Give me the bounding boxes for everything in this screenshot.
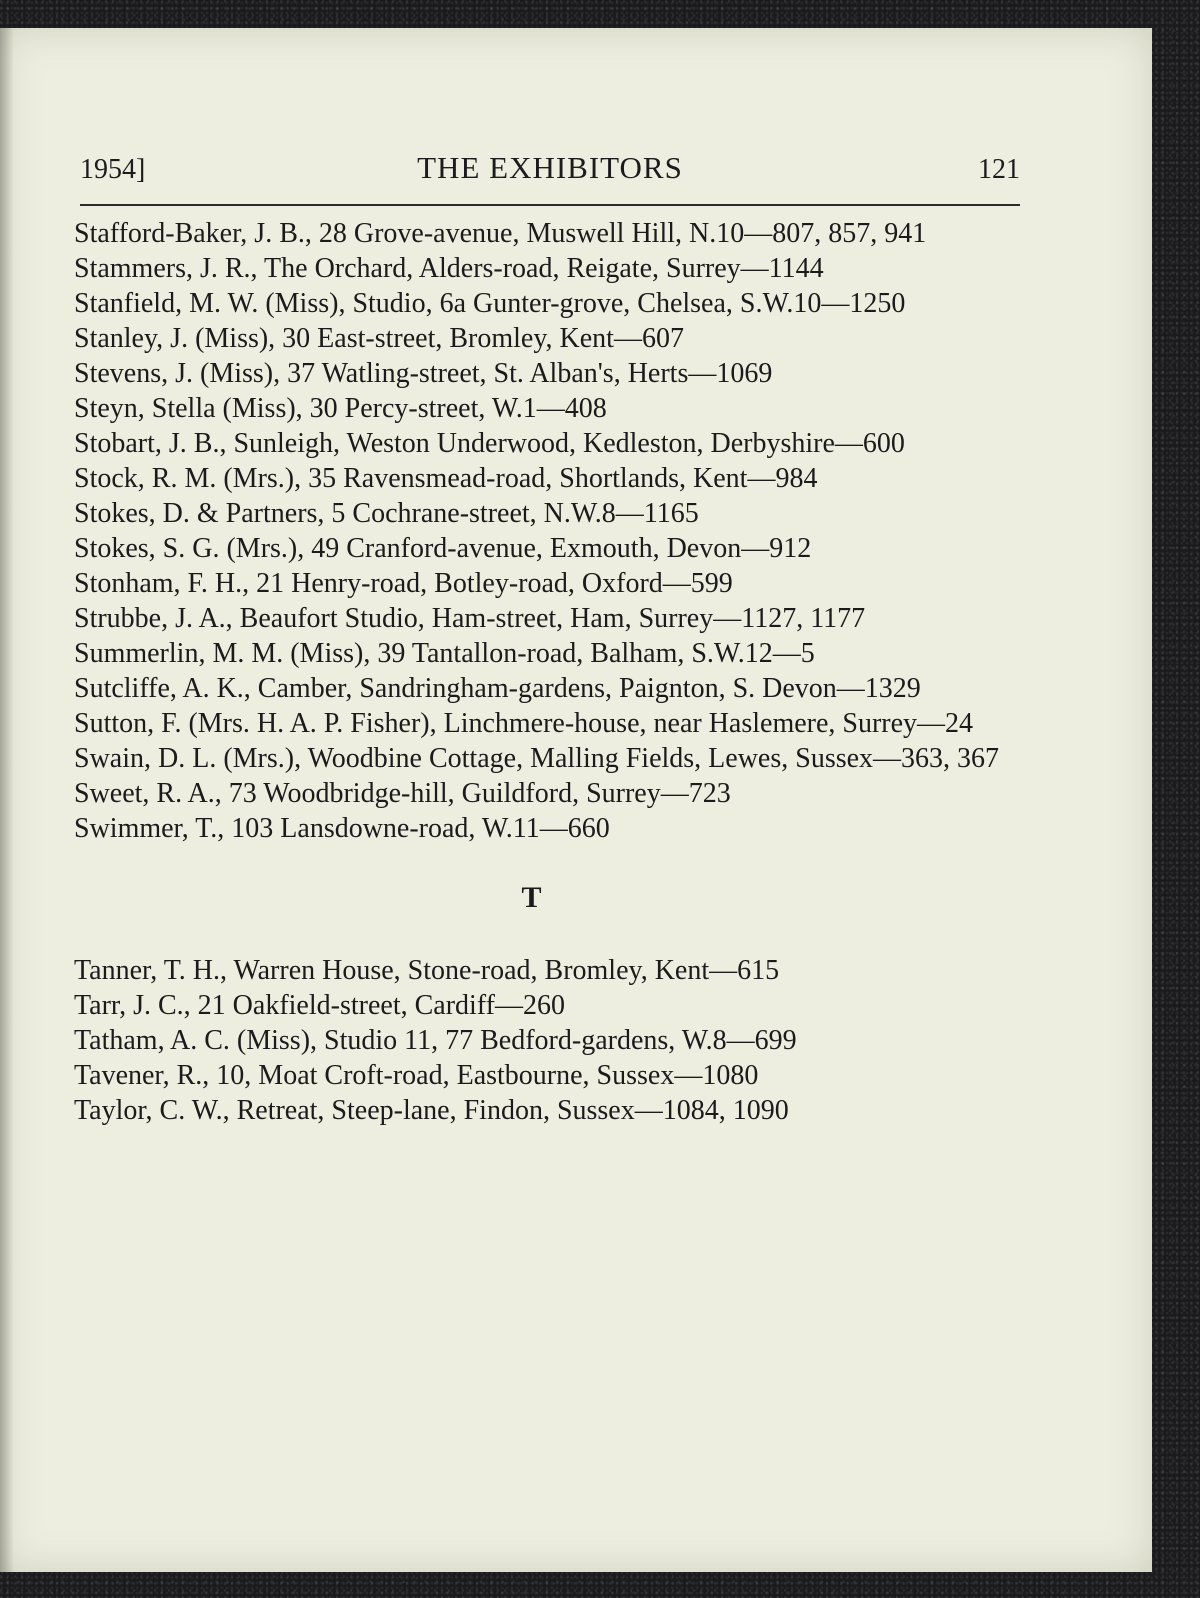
exhibitor-entry: Swimmer, T., 103 Lansdowne-road, W.11—660 (74, 813, 610, 844)
exhibitor-entry: Tavener, R., 10, Moat Croft-road, Eastbourne, Sussex—1080 (74, 1060, 759, 1091)
page-title: THE EXHIBITORS (417, 150, 683, 185)
exhibitor-entry: Swain, D. L. (Mrs.), Woodbine Cottage, Malling Fields, Lewes, Sussex—363, 367 (74, 743, 1000, 774)
exhibitor-list (74, 216, 1029, 1128)
spine-shadow (0, 28, 14, 1572)
exhibitor-entry: Stanley, J. (Miss), 30 East-street, Bromley, Kent—607 (74, 323, 684, 354)
exhibitor-entry: Taylor, C. W., Retreat, Steep-lane, Findon, Sussex—1084, 1090 (74, 1095, 789, 1126)
exhibitor-entry: Strubbe, J. A., Beaufort Studio, Ham-street, Ham, Surrey—1127, 1177 (74, 603, 866, 634)
exhibitor-entry: Tatham, A. C. (Miss), Studio 11, 77 Bedford-gardens, W.8—699 (74, 1025, 797, 1056)
exhibitor-entry: Stevens, J. (Miss), 37 Watling-street, St. Alban's, Herts—1069 (74, 358, 773, 389)
exhibitor-entry: Tarr, J. C., 21 Oakfield-street, Cardiff—260 (74, 990, 565, 1021)
exhibitor-entry: Summerlin, M. M. (Miss), 39 Tantallon-road, Balham, S.W.12—5 (74, 638, 815, 669)
exhibitor-entry: Sutton, F. (Mrs. H. A. P. Fisher), Linchmere-house, near Haslemere, Surrey—24 (74, 708, 974, 739)
exhibitor-entry: Sweet, R. A., 73 Woodbridge-hill, Guildford, Surrey—723 (74, 778, 731, 809)
exhibitor-entry: Sutcliffe, A. K., Camber, Sandringham-gardens, Paignton, S. Devon—1329 (74, 673, 921, 704)
exhibitor-entry: Stanfield, M. W. (Miss), Studio, 6a Gunter-grove, Chelsea, S.W.10—1250 (74, 288, 906, 319)
exhibitor-entry: Tanner, T. H., Warren House, Stone-road, Bromley, Kent—615 (74, 955, 780, 986)
exhibitor-entry: Steyn, Stella (Miss), 30 Percy-street, W.1—408 (74, 393, 607, 424)
page-number: 121 (978, 154, 1020, 185)
exhibitor-entry: Stobart, J. B., Sunleigh, Weston Underwood, Kedleston, Derbyshire—600 (74, 428, 905, 459)
header-rule (80, 204, 1020, 206)
exhibitor-entry: Stonham, F. H., 21 Henry-road, Botley-road, Oxford—599 (74, 568, 733, 599)
exhibitor-entry: Stafford-Baker, J. B., 28 Grove-avenue, Muswell Hill, N.10—807, 857, 941 (74, 218, 927, 249)
exhibitor-entry: Stammers, J. R., The Orchard, Alders-road, Reigate, Surrey—1144 (74, 253, 824, 284)
book-page (0, 28, 1152, 1572)
header-year: 1954] (80, 154, 146, 185)
exhibitor-entry: Stokes, S. G. (Mrs.), 49 Cranford-avenue, Exmouth, Devon—912 (74, 533, 812, 564)
exhibitor-entry: Stock, R. M. (Mrs.), 35 Ravensmead-road, Shortlands, Kent—984 (74, 463, 818, 494)
section-letter: T (521, 881, 542, 914)
exhibitor-entry: Stokes, D. & Partners, 5 Cochrane-street, N.W.8—1165 (74, 498, 699, 529)
running-header (80, 146, 1020, 192)
